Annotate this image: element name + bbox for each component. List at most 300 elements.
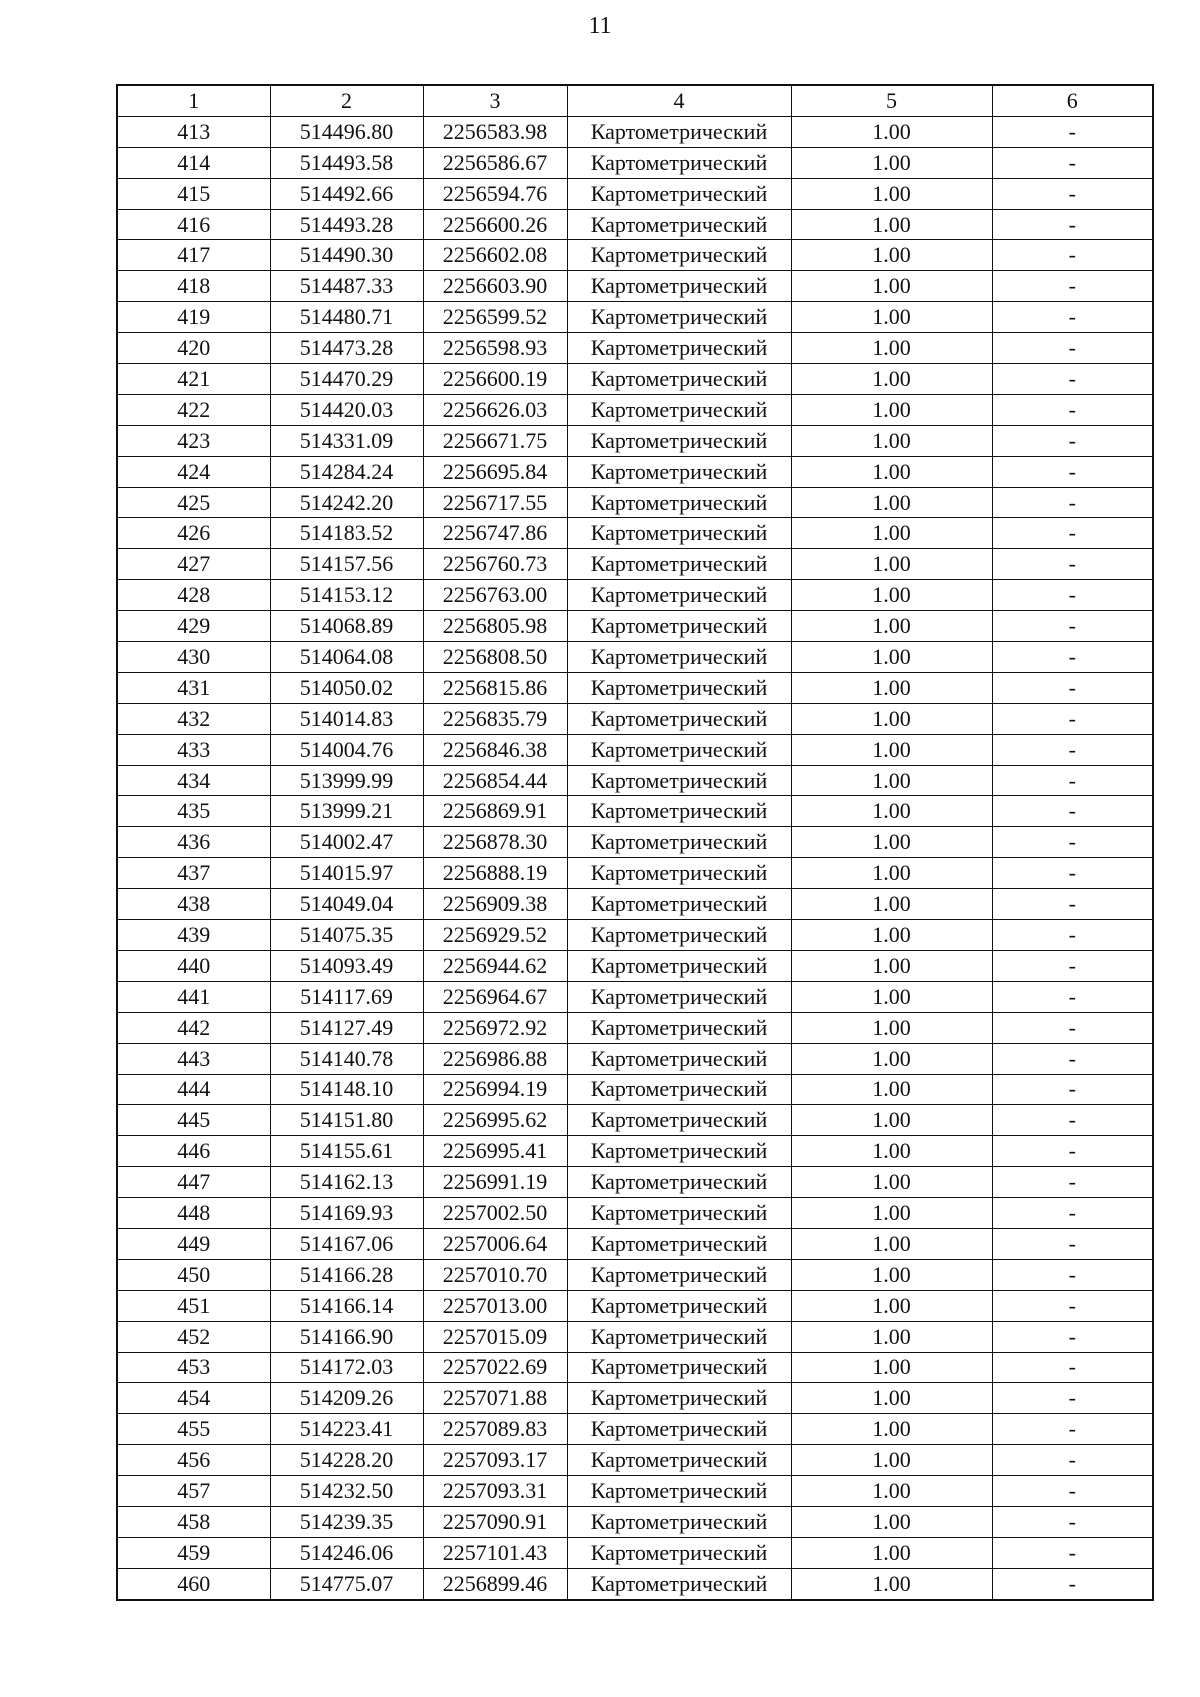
y-coordinate-cell: 2256599.52 <box>423 302 567 333</box>
table-row <box>117 425 1153 456</box>
accuracy-cell: 1.00 <box>791 1537 992 1568</box>
x-coordinate-cell: 514169.93 <box>270 1198 423 1229</box>
y-coordinate-cell: 2256808.50 <box>423 642 567 673</box>
y-coordinate-cell: 2256760.73 <box>423 549 567 580</box>
page-number: 11 <box>588 13 612 39</box>
point-number-cell: 425 <box>117 487 270 518</box>
column-header: 5 <box>791 85 992 116</box>
method-cell: Картометрический <box>567 1506 791 1537</box>
x-coordinate-cell: 514420.03 <box>270 394 423 425</box>
method-cell: Картометрический <box>567 333 791 364</box>
x-coordinate-cell: 514157.56 <box>270 549 423 580</box>
method-cell: Картометрический <box>567 1445 791 1476</box>
table-row <box>117 889 1153 920</box>
y-coordinate-cell: 2256994.19 <box>423 1074 567 1105</box>
description-cell: - <box>992 920 1153 951</box>
description-cell: - <box>992 950 1153 981</box>
x-coordinate-cell: 514492.66 <box>270 178 423 209</box>
accuracy-cell: 1.00 <box>791 178 992 209</box>
description-cell: - <box>992 858 1153 889</box>
y-coordinate-cell: 2256626.03 <box>423 394 567 425</box>
method-cell: Картометрический <box>567 827 791 858</box>
accuracy-cell: 1.00 <box>791 1476 992 1507</box>
method-cell: Картометрический <box>567 549 791 580</box>
method-cell: Картометрический <box>567 981 791 1012</box>
point-number-cell: 441 <box>117 981 270 1012</box>
description-cell: - <box>992 147 1153 178</box>
y-coordinate-cell: 2256603.90 <box>423 271 567 302</box>
accuracy-cell: 1.00 <box>791 1506 992 1537</box>
description-cell: - <box>992 549 1153 580</box>
method-cell: Картометрический <box>567 394 791 425</box>
y-coordinate-cell: 2256869.91 <box>423 796 567 827</box>
x-coordinate-cell: 514015.97 <box>270 858 423 889</box>
y-coordinate-cell: 2257022.69 <box>423 1352 567 1383</box>
accuracy-cell: 1.00 <box>791 858 992 889</box>
description-cell: - <box>992 425 1153 456</box>
accuracy-cell: 1.00 <box>791 302 992 333</box>
accuracy-cell: 1.00 <box>791 1352 992 1383</box>
description-cell: - <box>992 796 1153 827</box>
method-cell: Картометрический <box>567 209 791 240</box>
description-cell: - <box>992 518 1153 549</box>
description-cell: - <box>992 1506 1153 1537</box>
x-coordinate-cell: 514093.49 <box>270 950 423 981</box>
point-number-cell: 444 <box>117 1074 270 1105</box>
x-coordinate-cell: 514155.61 <box>270 1136 423 1167</box>
table-row <box>117 611 1153 642</box>
x-coordinate-cell: 514002.47 <box>270 827 423 858</box>
point-number-cell: 435 <box>117 796 270 827</box>
description-cell: - <box>992 302 1153 333</box>
point-number-cell: 422 <box>117 394 270 425</box>
accuracy-cell: 1.00 <box>791 765 992 796</box>
description-cell: - <box>992 1352 1153 1383</box>
method-cell: Картометрический <box>567 147 791 178</box>
column-header: 6 <box>992 85 1153 116</box>
column-header: 3 <box>423 85 567 116</box>
table-row <box>117 796 1153 827</box>
point-number-cell: 437 <box>117 858 270 889</box>
point-number-cell: 455 <box>117 1414 270 1445</box>
point-number-cell: 452 <box>117 1321 270 1352</box>
accuracy-cell: 1.00 <box>791 549 992 580</box>
method-cell: Картометрический <box>567 1321 791 1352</box>
y-coordinate-cell: 2257015.09 <box>423 1321 567 1352</box>
y-coordinate-cell: 2256995.41 <box>423 1136 567 1167</box>
y-coordinate-cell: 2256964.67 <box>423 981 567 1012</box>
coordinates-table <box>116 84 1154 1601</box>
accuracy-cell: 1.00 <box>791 950 992 981</box>
y-coordinate-cell: 2257002.50 <box>423 1198 567 1229</box>
description-cell: - <box>992 672 1153 703</box>
table-row <box>117 1506 1153 1537</box>
table-row <box>117 672 1153 703</box>
point-number-cell: 433 <box>117 734 270 765</box>
x-coordinate-cell: 514049.04 <box>270 889 423 920</box>
accuracy-cell: 1.00 <box>791 147 992 178</box>
method-cell: Картометрический <box>567 302 791 333</box>
table-row <box>117 487 1153 518</box>
x-coordinate-cell: 514490.30 <box>270 240 423 271</box>
table-row <box>117 1259 1153 1290</box>
method-cell: Картометрический <box>567 1352 791 1383</box>
x-coordinate-cell: 514068.89 <box>270 611 423 642</box>
x-coordinate-cell: 514493.28 <box>270 209 423 240</box>
description-cell: - <box>992 1290 1153 1321</box>
x-coordinate-cell: 514239.35 <box>270 1506 423 1537</box>
y-coordinate-cell: 2256909.38 <box>423 889 567 920</box>
accuracy-cell: 1.00 <box>791 1383 992 1414</box>
y-coordinate-cell: 2256695.84 <box>423 456 567 487</box>
accuracy-cell: 1.00 <box>791 1198 992 1229</box>
x-coordinate-cell: 514223.41 <box>270 1414 423 1445</box>
accuracy-cell: 1.00 <box>791 1012 992 1043</box>
x-coordinate-cell: 514140.78 <box>270 1043 423 1074</box>
table-row <box>117 1012 1153 1043</box>
description-cell: - <box>992 1383 1153 1414</box>
description-cell: - <box>992 240 1153 271</box>
point-number-cell: 448 <box>117 1198 270 1229</box>
description-cell: - <box>992 364 1153 395</box>
description-cell: - <box>992 611 1153 642</box>
description-cell: - <box>992 827 1153 858</box>
y-coordinate-cell: 2256846.38 <box>423 734 567 765</box>
description-cell: - <box>992 1074 1153 1105</box>
y-coordinate-cell: 2257071.88 <box>423 1383 567 1414</box>
point-number-cell: 443 <box>117 1043 270 1074</box>
table-row <box>117 1568 1153 1599</box>
method-cell: Картометрический <box>567 950 791 981</box>
method-cell: Картометрический <box>567 425 791 456</box>
point-number-cell: 457 <box>117 1476 270 1507</box>
x-coordinate-cell: 514014.83 <box>270 703 423 734</box>
description-cell: - <box>992 209 1153 240</box>
accuracy-cell: 1.00 <box>791 1167 992 1198</box>
point-number-cell: 460 <box>117 1568 270 1599</box>
accuracy-cell: 1.00 <box>791 116 992 147</box>
x-coordinate-cell: 514331.09 <box>270 425 423 456</box>
point-number-cell: 438 <box>117 889 270 920</box>
accuracy-cell: 1.00 <box>791 796 992 827</box>
y-coordinate-cell: 2256888.19 <box>423 858 567 889</box>
table-row <box>117 580 1153 611</box>
y-coordinate-cell: 2256586.67 <box>423 147 567 178</box>
point-number-cell: 415 <box>117 178 270 209</box>
accuracy-cell: 1.00 <box>791 734 992 765</box>
point-number-cell: 426 <box>117 518 270 549</box>
description-cell: - <box>992 1476 1153 1507</box>
x-coordinate-cell: 514166.28 <box>270 1259 423 1290</box>
description-cell: - <box>992 1414 1153 1445</box>
accuracy-cell: 1.00 <box>791 672 992 703</box>
point-number-cell: 450 <box>117 1259 270 1290</box>
method-cell: Картометрический <box>567 487 791 518</box>
y-coordinate-cell: 2256598.93 <box>423 333 567 364</box>
table-row <box>117 950 1153 981</box>
method-cell: Картометрический <box>567 116 791 147</box>
point-number-cell: 449 <box>117 1228 270 1259</box>
description-cell: - <box>992 456 1153 487</box>
description-cell: - <box>992 1228 1153 1259</box>
method-cell: Картометрический <box>567 920 791 951</box>
x-coordinate-cell: 514162.13 <box>270 1167 423 1198</box>
accuracy-cell: 1.00 <box>791 580 992 611</box>
point-number-cell: 423 <box>117 425 270 456</box>
table-row <box>117 1167 1153 1198</box>
description-cell: - <box>992 889 1153 920</box>
x-coordinate-cell: 514167.06 <box>270 1228 423 1259</box>
x-coordinate-cell: 514232.50 <box>270 1476 423 1507</box>
method-cell: Картометрический <box>567 765 791 796</box>
point-number-cell: 436 <box>117 827 270 858</box>
table-row <box>117 1043 1153 1074</box>
x-coordinate-cell: 514050.02 <box>270 672 423 703</box>
description-cell: - <box>992 394 1153 425</box>
column-header: 2 <box>270 85 423 116</box>
table-row <box>117 240 1153 271</box>
y-coordinate-cell: 2257090.91 <box>423 1506 567 1537</box>
point-number-cell: 434 <box>117 765 270 796</box>
method-cell: Картометрический <box>567 1476 791 1507</box>
table-row <box>117 981 1153 1012</box>
accuracy-cell: 1.00 <box>791 1105 992 1136</box>
table-row <box>117 302 1153 333</box>
y-coordinate-cell: 2256986.88 <box>423 1043 567 1074</box>
accuracy-cell: 1.00 <box>791 240 992 271</box>
y-coordinate-cell: 2256899.46 <box>423 1568 567 1599</box>
description-cell: - <box>992 487 1153 518</box>
point-number-cell: 439 <box>117 920 270 951</box>
table-row <box>117 271 1153 302</box>
accuracy-cell: 1.00 <box>791 1136 992 1167</box>
accuracy-cell: 1.00 <box>791 333 992 364</box>
x-coordinate-cell: 514172.03 <box>270 1352 423 1383</box>
table-header-row <box>117 85 1153 116</box>
x-coordinate-cell: 513999.21 <box>270 796 423 827</box>
table-row <box>117 1383 1153 1414</box>
method-cell: Картометрический <box>567 1228 791 1259</box>
table-row <box>117 178 1153 209</box>
y-coordinate-cell: 2256594.76 <box>423 178 567 209</box>
description-cell: - <box>992 116 1153 147</box>
table-row <box>117 734 1153 765</box>
description-cell: - <box>992 1136 1153 1167</box>
method-cell: Картометрический <box>567 271 791 302</box>
table-row <box>117 1290 1153 1321</box>
y-coordinate-cell: 2256854.44 <box>423 765 567 796</box>
method-cell: Картометрический <box>567 889 791 920</box>
description-cell: - <box>992 1043 1153 1074</box>
accuracy-cell: 1.00 <box>791 889 992 920</box>
point-number-cell: 418 <box>117 271 270 302</box>
table-row <box>117 1321 1153 1352</box>
table-row <box>117 116 1153 147</box>
point-number-cell: 417 <box>117 240 270 271</box>
accuracy-cell: 1.00 <box>791 1568 992 1599</box>
point-number-cell: 456 <box>117 1445 270 1476</box>
accuracy-cell: 1.00 <box>791 642 992 673</box>
table-row <box>117 1476 1153 1507</box>
accuracy-cell: 1.00 <box>791 487 992 518</box>
point-number-cell: 424 <box>117 456 270 487</box>
table-row <box>117 364 1153 395</box>
method-cell: Картометрический <box>567 240 791 271</box>
description-cell: - <box>992 1012 1153 1043</box>
accuracy-cell: 1.00 <box>791 1259 992 1290</box>
x-coordinate-cell: 514166.14 <box>270 1290 423 1321</box>
point-number-cell: 440 <box>117 950 270 981</box>
y-coordinate-cell: 2256763.00 <box>423 580 567 611</box>
description-cell: - <box>992 1321 1153 1352</box>
method-cell: Картометрический <box>567 518 791 549</box>
accuracy-cell: 1.00 <box>791 1043 992 1074</box>
description-cell: - <box>992 1105 1153 1136</box>
table-row <box>117 1105 1153 1136</box>
table-row <box>117 333 1153 364</box>
y-coordinate-cell: 2257006.64 <box>423 1228 567 1259</box>
method-cell: Картометрический <box>567 1105 791 1136</box>
column-header: 1 <box>117 85 270 116</box>
point-number-cell: 453 <box>117 1352 270 1383</box>
description-cell: - <box>992 1568 1153 1599</box>
description-cell: - <box>992 333 1153 364</box>
point-number-cell: 413 <box>117 116 270 147</box>
method-cell: Картометрический <box>567 1074 791 1105</box>
table-row <box>117 1074 1153 1105</box>
description-cell: - <box>992 1198 1153 1229</box>
method-cell: Картометрический <box>567 1383 791 1414</box>
y-coordinate-cell: 2256602.08 <box>423 240 567 271</box>
table-row <box>117 703 1153 734</box>
description-cell: - <box>992 981 1153 1012</box>
description-cell: - <box>992 642 1153 673</box>
accuracy-cell: 1.00 <box>791 1445 992 1476</box>
table-row <box>117 858 1153 889</box>
method-cell: Картометрический <box>567 672 791 703</box>
x-coordinate-cell: 514151.80 <box>270 1105 423 1136</box>
point-number-cell: 420 <box>117 333 270 364</box>
point-number-cell: 432 <box>117 703 270 734</box>
point-number-cell: 445 <box>117 1105 270 1136</box>
accuracy-cell: 1.00 <box>791 920 992 951</box>
method-cell: Картометрический <box>567 642 791 673</box>
y-coordinate-cell: 2256805.98 <box>423 611 567 642</box>
method-cell: Картометрический <box>567 1136 791 1167</box>
table-row <box>117 765 1153 796</box>
accuracy-cell: 1.00 <box>791 425 992 456</box>
y-coordinate-cell: 2256972.92 <box>423 1012 567 1043</box>
method-cell: Картометрический <box>567 1167 791 1198</box>
method-cell: Картометрический <box>567 456 791 487</box>
accuracy-cell: 1.00 <box>791 271 992 302</box>
accuracy-cell: 1.00 <box>791 1290 992 1321</box>
table-row <box>117 1445 1153 1476</box>
x-coordinate-cell: 514242.20 <box>270 487 423 518</box>
point-number-cell: 431 <box>117 672 270 703</box>
description-cell: - <box>992 1445 1153 1476</box>
x-coordinate-cell: 514473.28 <box>270 333 423 364</box>
table-row <box>117 549 1153 580</box>
point-number-cell: 419 <box>117 302 270 333</box>
accuracy-cell: 1.00 <box>791 703 992 734</box>
accuracy-cell: 1.00 <box>791 394 992 425</box>
point-number-cell: 458 <box>117 1506 270 1537</box>
method-cell: Картометрический <box>567 611 791 642</box>
method-cell: Картометрический <box>567 796 791 827</box>
x-coordinate-cell: 514004.76 <box>270 734 423 765</box>
y-coordinate-cell: 2257101.43 <box>423 1537 567 1568</box>
accuracy-cell: 1.00 <box>791 518 992 549</box>
accuracy-cell: 1.00 <box>791 1228 992 1259</box>
table-row <box>117 1136 1153 1167</box>
x-coordinate-cell: 514064.08 <box>270 642 423 673</box>
point-number-cell: 429 <box>117 611 270 642</box>
point-number-cell: 454 <box>117 1383 270 1414</box>
point-number-cell: 459 <box>117 1537 270 1568</box>
method-cell: Картометрический <box>567 1290 791 1321</box>
x-coordinate-cell: 514496.80 <box>270 116 423 147</box>
table-row <box>117 1228 1153 1259</box>
x-coordinate-cell: 514246.06 <box>270 1537 423 1568</box>
method-cell: Картометрический <box>567 1537 791 1568</box>
table-row <box>117 518 1153 549</box>
description-cell: - <box>992 734 1153 765</box>
table-row <box>117 394 1153 425</box>
y-coordinate-cell: 2256929.52 <box>423 920 567 951</box>
table-row <box>117 456 1153 487</box>
y-coordinate-cell: 2256995.62 <box>423 1105 567 1136</box>
point-number-cell: 442 <box>117 1012 270 1043</box>
y-coordinate-cell: 2257010.70 <box>423 1259 567 1290</box>
description-cell: - <box>992 271 1153 302</box>
method-cell: Картометрический <box>567 1259 791 1290</box>
table-row <box>117 147 1153 178</box>
point-number-cell: 416 <box>117 209 270 240</box>
accuracy-cell: 1.00 <box>791 1414 992 1445</box>
point-number-cell: 428 <box>117 580 270 611</box>
accuracy-cell: 1.00 <box>791 209 992 240</box>
accuracy-cell: 1.00 <box>791 456 992 487</box>
x-coordinate-cell: 514148.10 <box>270 1074 423 1105</box>
y-coordinate-cell: 2256671.75 <box>423 425 567 456</box>
column-header: 4 <box>567 85 791 116</box>
method-cell: Картометрический <box>567 178 791 209</box>
y-coordinate-cell: 2256747.86 <box>423 518 567 549</box>
accuracy-cell: 1.00 <box>791 364 992 395</box>
y-coordinate-cell: 2256717.55 <box>423 487 567 518</box>
table-body <box>117 116 1153 1599</box>
table-row <box>117 1537 1153 1568</box>
point-number-cell: 421 <box>117 364 270 395</box>
x-coordinate-cell: 514166.90 <box>270 1321 423 1352</box>
y-coordinate-cell: 2256835.79 <box>423 703 567 734</box>
y-coordinate-cell: 2256583.98 <box>423 116 567 147</box>
x-coordinate-cell: 514183.52 <box>270 518 423 549</box>
description-cell: - <box>992 580 1153 611</box>
point-number-cell: 451 <box>117 1290 270 1321</box>
method-cell: Картометрический <box>567 1198 791 1229</box>
table-row <box>117 1352 1153 1383</box>
method-cell: Картометрический <box>567 1568 791 1599</box>
method-cell: Картометрический <box>567 1414 791 1445</box>
table-row <box>117 827 1153 858</box>
method-cell: Картометрический <box>567 858 791 889</box>
point-number-cell: 447 <box>117 1167 270 1198</box>
method-cell: Картометрический <box>567 580 791 611</box>
x-coordinate-cell: 514775.07 <box>270 1568 423 1599</box>
y-coordinate-cell: 2257093.31 <box>423 1476 567 1507</box>
